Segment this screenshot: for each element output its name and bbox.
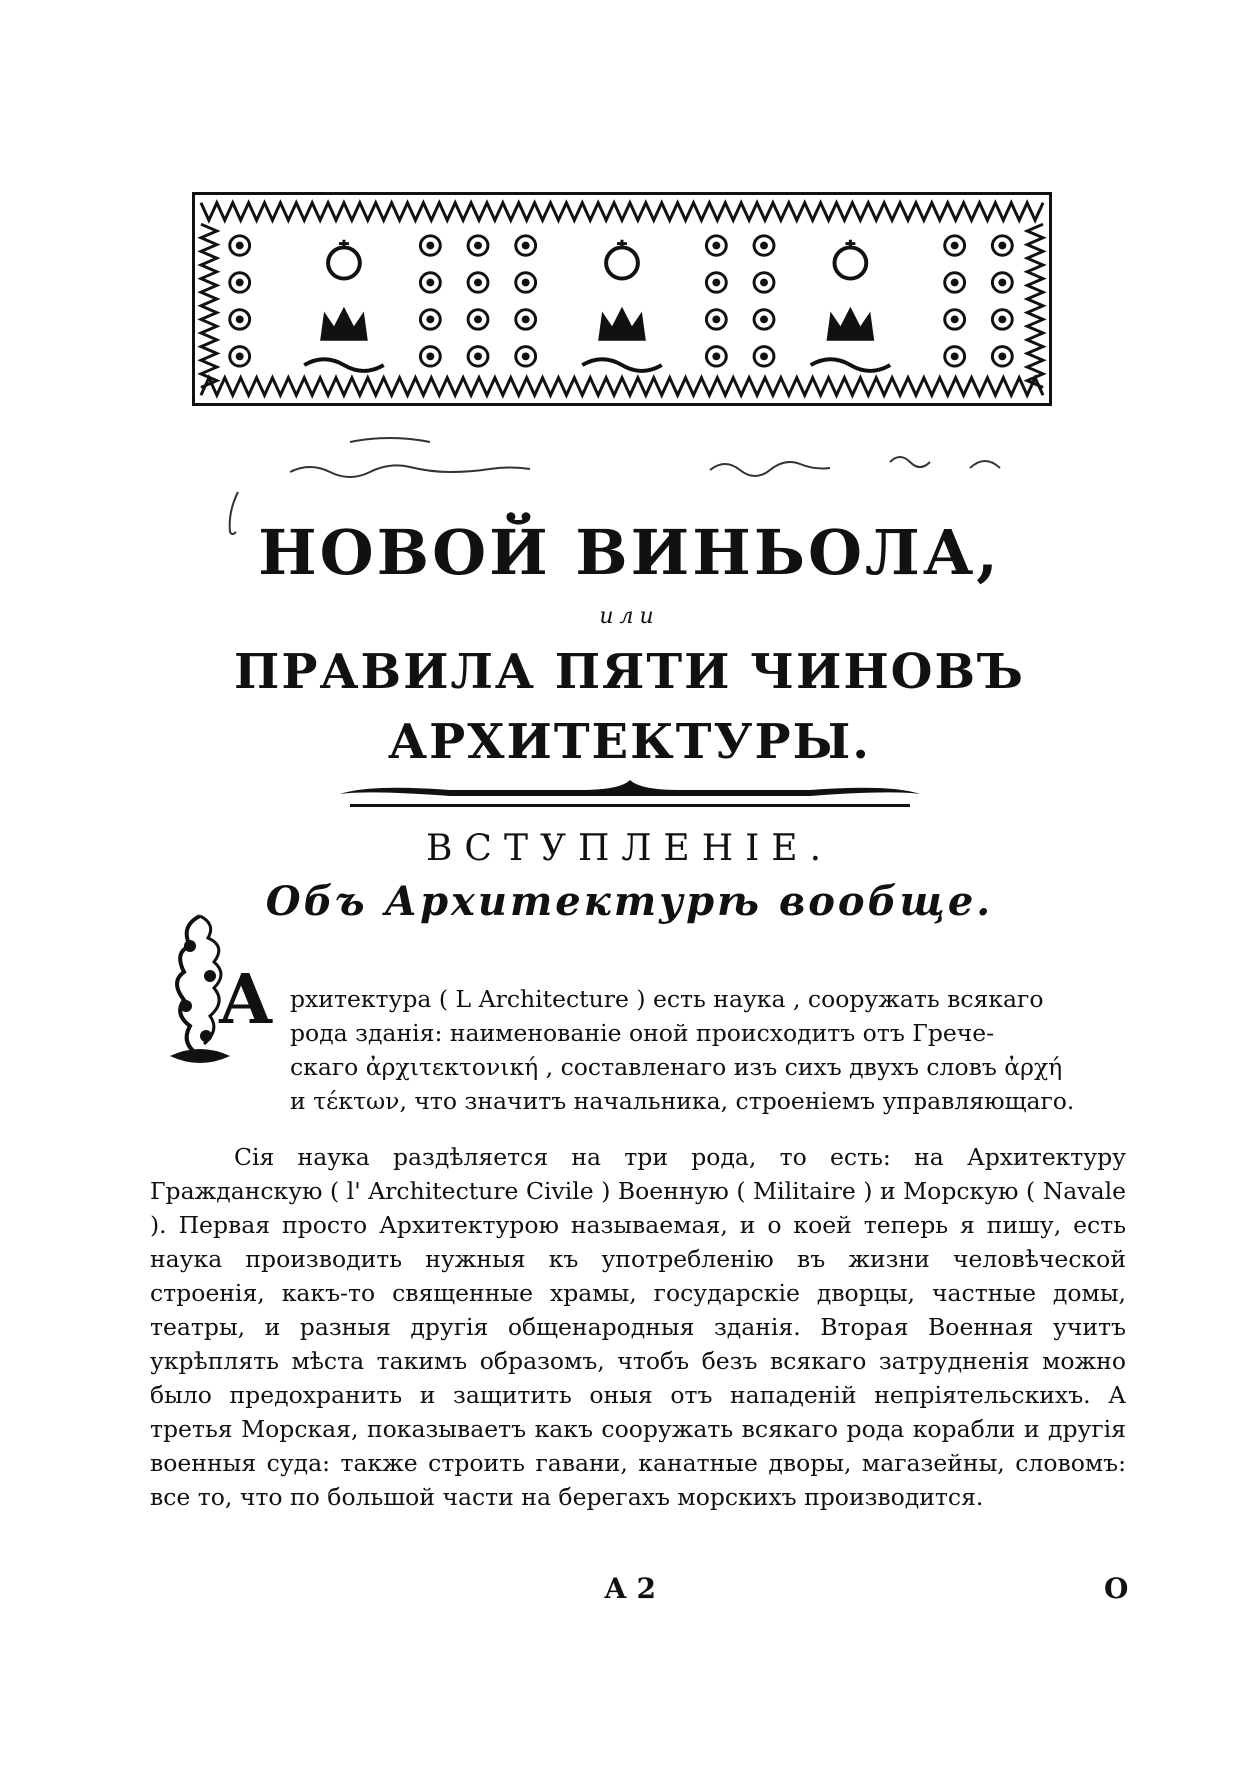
rosette-center bbox=[712, 279, 720, 287]
rosette-center bbox=[760, 242, 768, 250]
rosette-center bbox=[712, 316, 720, 324]
subtitle-line-1: ПРАВИЛА ПЯТИ ЧИНОВЪ bbox=[234, 644, 1025, 700]
paragraph-1-line: и τέκτων, что значитъ начальника, строеніемъ управляющаго. bbox=[290, 1087, 1075, 1115]
paragraph-1-line: скаго ἀρχιτεκτονική , составленаго изъ сихъ двухъ словъ ἀρχή bbox=[290, 1053, 1063, 1081]
rosette-center bbox=[998, 316, 1006, 324]
rosette-center bbox=[426, 316, 434, 324]
rosette-center bbox=[474, 242, 482, 250]
rosette-center bbox=[426, 352, 434, 360]
rosette-center bbox=[998, 242, 1006, 250]
rosette-center bbox=[951, 316, 959, 324]
rosette-center bbox=[426, 279, 434, 287]
orb-icon bbox=[606, 247, 638, 278]
paragraph-1-line: рхитектура ( L Architecture ) есть наука , сооружать всякаго bbox=[290, 985, 1044, 1013]
rosette-center bbox=[951, 352, 959, 360]
rosette-center bbox=[951, 279, 959, 287]
orb-icon bbox=[835, 247, 867, 278]
rosette-center bbox=[426, 242, 434, 250]
rosette-center bbox=[951, 242, 959, 250]
rosette-center bbox=[474, 352, 482, 360]
border-zigzag-top bbox=[201, 203, 1043, 220]
rosette-center bbox=[760, 316, 768, 324]
rosette-center bbox=[474, 316, 482, 324]
decorative-rule bbox=[330, 780, 930, 810]
orb-icon bbox=[328, 247, 360, 278]
rosette-center bbox=[712, 242, 720, 250]
rosette-center bbox=[522, 316, 530, 324]
rosette-center bbox=[236, 316, 244, 324]
border-zigzag-right bbox=[1027, 224, 1043, 387]
signature-mark: А 2 bbox=[604, 1572, 657, 1605]
rosette-center bbox=[998, 279, 1006, 287]
margin-speck bbox=[1110, 762, 1116, 772]
headpiece-ornament-graphic bbox=[195, 195, 1049, 403]
rosette-center bbox=[760, 279, 768, 287]
border-zigzag-bottom bbox=[201, 378, 1043, 395]
crown-base-scroll bbox=[304, 359, 383, 371]
rosette-center bbox=[236, 242, 244, 250]
rosette-center bbox=[522, 279, 530, 287]
subtitle-line-2: АРХИТЕКТУРЫ. bbox=[388, 714, 871, 770]
rosette-center bbox=[522, 242, 530, 250]
paragraph-1 bbox=[290, 982, 1126, 1118]
crown-base-scroll bbox=[811, 359, 890, 371]
catchword: О bbox=[1104, 1572, 1129, 1605]
rosette-center bbox=[236, 279, 244, 287]
paragraph-1-line: рода зданія: наименованіе оной происходитъ отъ Грече- bbox=[290, 1019, 995, 1047]
crown-icon bbox=[827, 307, 875, 341]
handwritten-annotation bbox=[290, 432, 1050, 492]
crown-icon bbox=[598, 307, 646, 341]
border-zigzag-left bbox=[201, 224, 217, 387]
section-heading: ВСТУПЛЕНІЕ. bbox=[425, 828, 834, 869]
drop-cap: А bbox=[218, 960, 274, 1040]
rosette-center bbox=[998, 352, 1006, 360]
section-subheading: Объ Архитектурѣ вообще. bbox=[265, 878, 994, 925]
rosette-center bbox=[712, 352, 720, 360]
crown-icon bbox=[320, 307, 368, 341]
rosette-center bbox=[760, 352, 768, 360]
ornamental-headpiece bbox=[192, 192, 1052, 406]
title-connector: или bbox=[599, 604, 660, 629]
rosette-center bbox=[474, 279, 482, 287]
paragraph-2: Сія наука раздѣляется на три рода, то есть: на Архитектуру Гражданскую ( l' Architecture Civile ) Военную ( Militaire ) и Морскую ( Navale ). Первая просто Архитектурою называемая, и о коей теперь я пишу, есть наука производить нужныя къ употребленію въ жизни человѣческой строенія, какъ-то священные храмы, государскіе дворцы, частные домы, театры, и разныя другія общенародныя зданія. Вторая Военная учитъ укрѣплять мѣста такимъ образомъ, чтобъ безъ всякаго затрудненія можно было предохранить и защитить оныя отъ нападеній непріятельскихъ. А третья Морская, показываетъ какъ сооружать всякаго рода корабли и другія военныя суда: также строить гавани, канатные дворы, магазейны, словомъ: все то, что по большой части на берегахъ морскихъ производится. bbox=[150, 1143, 1126, 1511]
rosette-center bbox=[522, 352, 530, 360]
main-title: НОВОЙ ВИНЬОЛА, bbox=[258, 516, 1001, 589]
crown-base-scroll bbox=[582, 359, 661, 371]
rosette-center bbox=[236, 352, 244, 360]
